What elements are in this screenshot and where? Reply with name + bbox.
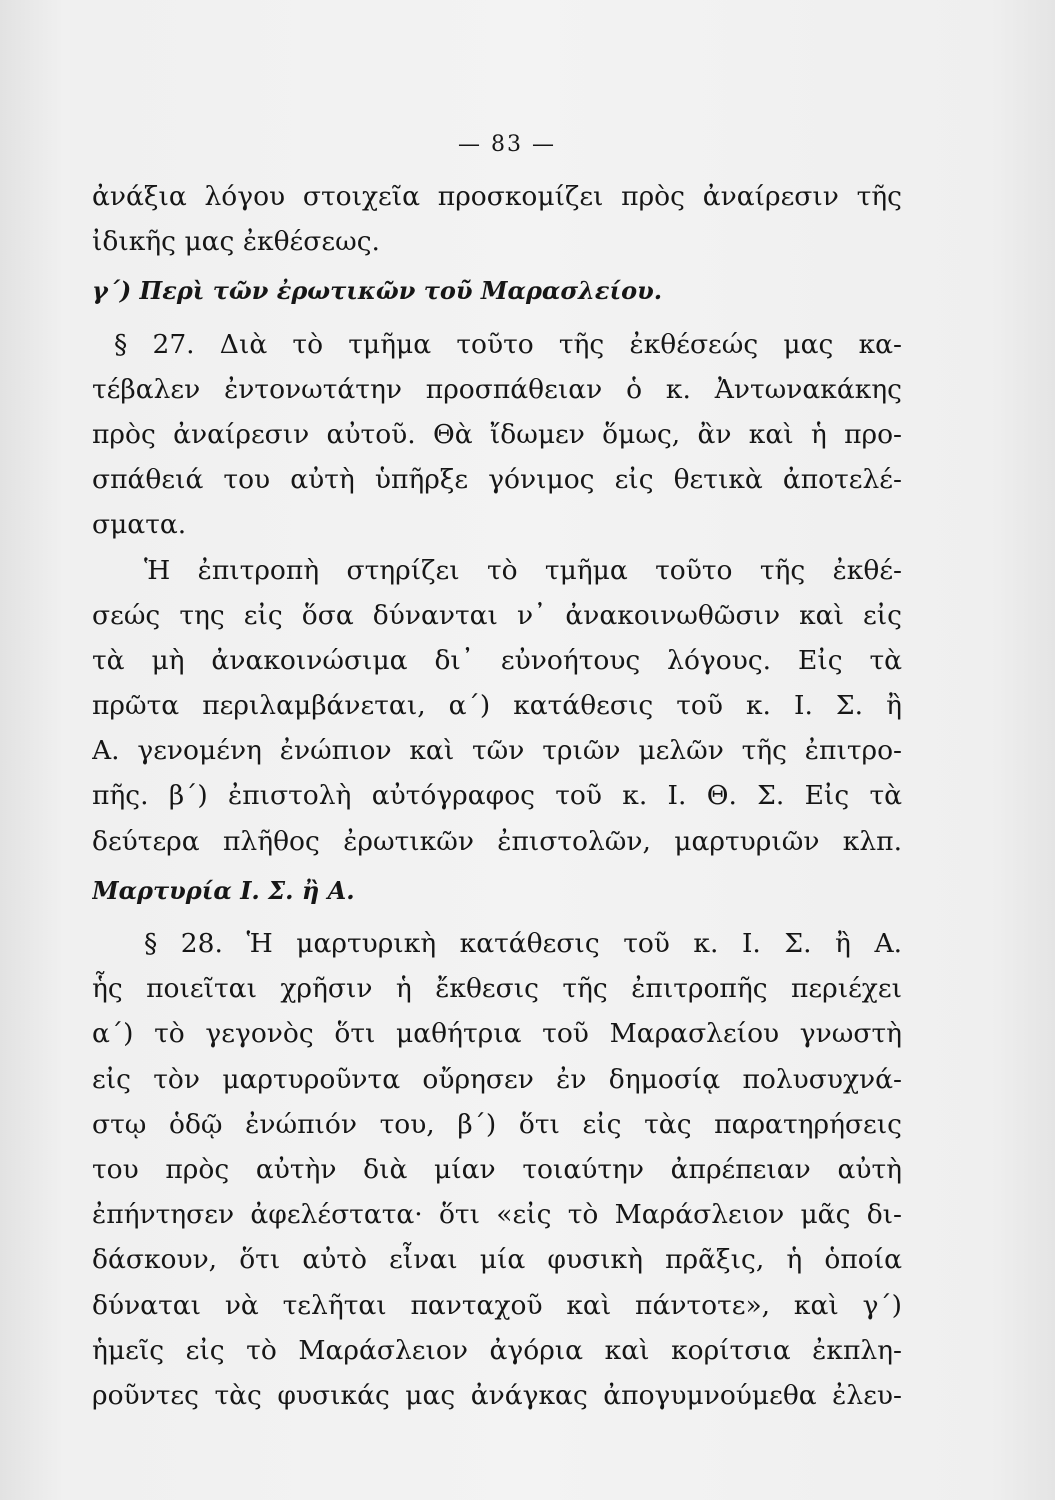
page-number: — 83 —: [458, 132, 556, 157]
paragraph-start: § 28. Ἡ μαρτυρικὴ κατάθεσις τοῦ κ. Ι. Σ. ἢ Α.: [144, 928, 902, 959]
text-line: α΄) τὸ γεγονὸς ὅτι μαθήτρια τοῦ Μαρασλείου γνωστὴ: [92, 1018, 902, 1050]
text-line: στῳ ὁδῷ ἐνώπιόν του, β΄) ὅτι εἰς τὰς παρατηρήσεις: [92, 1108, 902, 1140]
text-line: ροῦντες τὰς φυσικάς μας ἀνάγκας ἀπογυμνούμεθα ἐλευ-: [92, 1379, 902, 1411]
section-heading: Μαρτυρία Ι. Σ. ἢ Α.: [92, 875, 355, 905]
text-line: δάσκουν, ὅτι αὐτὸ εἶναι μία φυσικὴ πρᾶξις, ἡ ὁποία: [92, 1244, 902, 1276]
text-line: πρὸς ἀναίρεσιν αὐτοῦ. Θὰ ἴδωμεν ὅμως, ἂν καὶ ἡ προ-: [92, 418, 902, 450]
text-line: σεώς της εἰς ὅσα δύνανται ν᾽ ἀνακοινωθῶσιν καὶ εἰς: [92, 599, 902, 631]
text-line: ἀνάξια λόγου στοιχεῖα προσκομίζει πρὸς ἀναίρεσιν τῆς: [92, 181, 902, 212]
text-line: τέβαλεν ἐντονωτάτην προσπάθειαν ὁ κ. Ἀντωνακάκης: [92, 373, 902, 405]
text-line: ἰδικῆς μας ἐκθέσεως.: [92, 226, 380, 258]
text-line: του πρὸς αὐτὴν διὰ μίαν τοιαύτην ἀπρέπειαν αὐτὴ: [92, 1153, 902, 1185]
text-line: ἡμεῖς εἰς τὸ Μαράσλειον ἀγόρια καὶ κορίτσια ἐκπλη-: [92, 1334, 902, 1366]
text-line: Α. γενομένη ἐνώπιον καὶ τῶν τριῶν μελῶν τῆς ἐπιτρο-: [92, 735, 902, 767]
paragraph-start: Ἡ ἐπιτροπὴ στηρίζει τὸ τμῆμα τοῦτο τῆς ἐκθέ-: [144, 554, 902, 586]
text-line: πῆς. β΄) ἐπιστολὴ αὐτόγραφος τοῦ κ. Ι. Θ. Σ. Εἰς τὰ: [92, 780, 902, 812]
text-line: σπάθειά του αὐτὴ ὑπῆρξε γόνιμος εἰς θετικὰ ἀποτελέ-: [92, 464, 902, 496]
text-line: ἧς ποιεῖται χρῆσιν ἡ ἔκθεσις τῆς ἐπιτροπῆς περιέχει: [92, 973, 902, 1005]
text-line: ἐπήντησεν ἀφελέστατα· ὅτι «εἰς τὸ Μαράσλειον μᾶς δι-: [92, 1199, 902, 1231]
text-line: πρῶτα περιλαμβάνεται, α΄) κατάθεσις τοῦ κ. Ι. Σ. ἢ: [92, 690, 902, 722]
text-line: δύναται νὰ τελῆται πανταχοῦ καὶ πάντοτε», καὶ γ΄): [92, 1289, 902, 1321]
text-line: σματα.: [92, 509, 187, 541]
section-heading: γ΄) Περὶ τῶν ἐρωτικῶν τοῦ Μαρασλείου.: [92, 276, 663, 306]
text-line: εἰς τὸν μαρτυροῦντα οὔρησεν ἐν δημοσίᾳ πολυσυχνά-: [92, 1063, 902, 1095]
text-line: δεύτερα πλῆθος ἐρωτικῶν ἐπιστολῶν, μαρτυριῶν κλπ.: [92, 825, 902, 857]
paragraph-start: § 27. Διὰ τὸ τμῆμα τοῦτο τῆς ἐκθέσεώς μας κα-: [114, 328, 902, 360]
page-text: [92, 130, 902, 1418]
text-line: τὰ μὴ ἀνακοινώσιμα δι᾽ εὐνοήτους λόγους. Εἰς τὰ: [92, 644, 902, 676]
